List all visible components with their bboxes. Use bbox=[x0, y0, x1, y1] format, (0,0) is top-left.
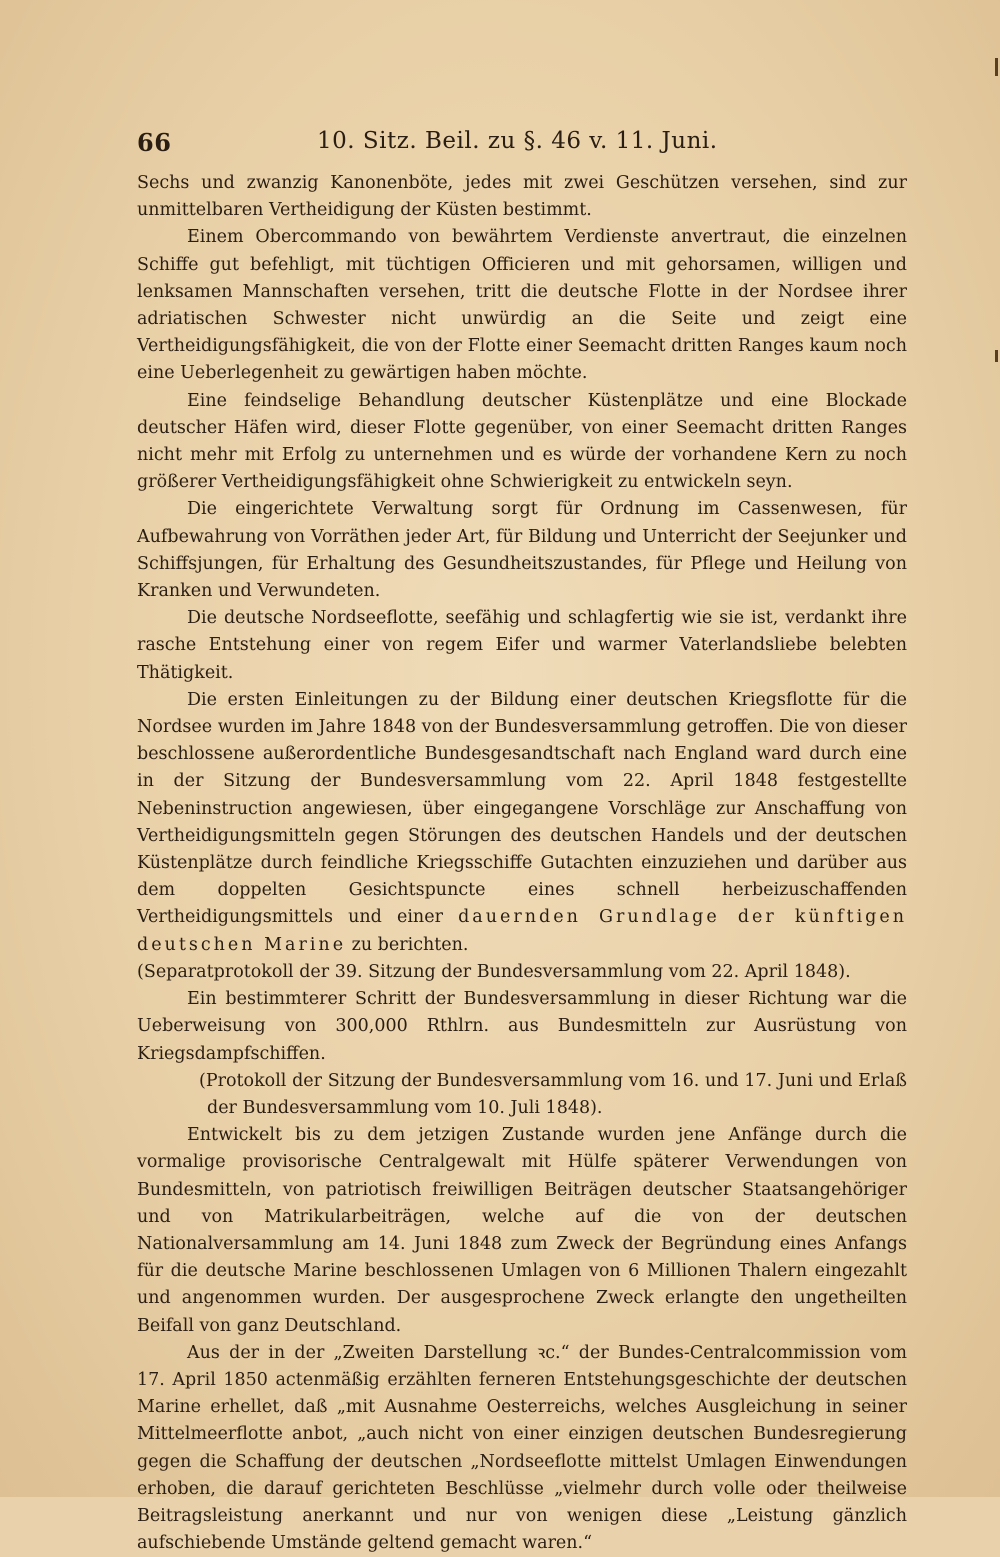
paragraph: Die deutsche Nordseeflotte, seefähig und schlagfertig wie sie ist, verdankt ihre rasche Entstehung einer von regem Eifer und warmer Vaterlandsliebe belebten Thätigkeit. bbox=[137, 608, 907, 683]
paragraph: Aus der in der „Zweiten Darstellung ꝛc.“ der Bundes-Centralcommission vom 17. April 1850 actenmäßig erzählten ferneren Entstehungsgeschichte der deutschen Marine erhellet, daß „mit Ausnahme Oesterreichs, welches Ausgleichung in seiner Mittelmeerflotte anbot, „auch nicht von einer einzigen deutschen Bundesregierung gegen die Schaffung der deutschen „Nordseeflotte mittelst Umlagen Einwendungen erhoben, die darauf gerichteten Beschlüsse „vielmehr durch volle oder theilweise Beitragsleistung anerkannt und nur von wenigen diese „Leistung gänzlich aufschiebende Umstände geltend gemacht waren.“ bbox=[137, 1342, 907, 1554]
paragraph: Eine feindselige Behandlung deutscher Küstenplätze und eine Blockade deutscher Häfen wird, dieser Flotte gegenüber, von einer Seemacht dritten Ranges nicht mehr mit Erfolg zu unternehmen und es würde der vorhandene Kern zu noch größerer Vertheidigungsfähigkeit ohne Schwierigkeit zu entwickeln seyn. bbox=[137, 390, 907, 493]
reference-note: (Separatprotokoll der 39. Sitzung der Bundesversammlung vom 22. April 1848). bbox=[137, 961, 851, 982]
paragraph: Sechs und zwanzig Kanonenböte, jedes mit zwei Geschützen versehen, sind zur unmittelbaren Vertheidigung der Küsten bestimmt. bbox=[137, 173, 907, 221]
paragraph: Entwickelt bis zu dem jetzigen Zustande wurden jene Anfänge durch die vormalige provisorische Centralgewalt mit Hülfe späterer Verwendungen von Bundesmitteln, von patriotisch freiwilligen Beiträgen deutscher Staatsangehöriger und von Matrikularbeiträgen, welche auf die von der deutschen Nationalversammlung am 14. Juni 1848 zum Zweck der Begründung eines Anfangs für die deutsche Marine beschlossenen Umlagen von 6 Millionen Thalern eingezahlt und angenommen wurden. Der ausgesprochene Zweck erlangte den ungetheilten Beifall von ganz Deutschland. bbox=[137, 1125, 907, 1336]
paragraph: Die eingerichtete Verwaltung sorgt für Ordnung im Cassenwesen, für Aufbewahrung von Vorräthen jeder Art, für Bildung und Unterricht der Seejunker und Schiffsjungen, für Erhaltung des Gesundheitszustandes, für Pflege und Heilung von Kranken und Verwundeten. bbox=[137, 499, 907, 602]
page-header bbox=[137, 124, 907, 164]
edge-mark bbox=[995, 58, 998, 76]
paragraph: Einem Obercommando von bewährtem Verdienste anvertraut, die einzelnen Schiffe gut befehligt, mit tüchtigen Officieren und mit gehorsamen, willigen und lenksamen Mannschaften versehen, tritt die deutsche Flotte in der Nordsee ihrer adriatischen Schwester nicht unwürdig an die Seite und zeigt eine Vertheidigungsfähigkeit, die von der Flotte einer Seemacht dritten Ranges kaum noch eine Ueberlegenheit zu gewärtigen haben möchte. bbox=[137, 227, 907, 384]
spaced-emphasis: dauernden Grundlage der künftigen deutschen Marine bbox=[137, 907, 907, 955]
paragraph-text: Die ersten Einleitungen zu der Bildung einer deutschen Kriegsflotte für die Nordsee wurden im Jahre 1848 von der Bundesversammlung getroffen. Die von dieser beschlossene außerordentliche Bundesgesandtschaft nach England ward durch eine in der Sitzung der Bundesversammlung vom 22. April 1848 festgestellte Nebeninstruction angewiesen, über eingegangene Vorschläge zur Anschaffung von Vertheidigungsmitteln gegen Störungen des deutschen Handels und der deutschen Küstenplätze durch feindliche Kriegsschiffe Gutachten einzuziehen und darüber aus dem doppelten Gesichtspuncte eines schnell herbeizuschaffenden Vertheidigungsmittels und einer bbox=[137, 689, 907, 928]
page-number: 66 bbox=[137, 128, 172, 157]
running-head: 10. Sitz. Beil. zu §. 46 v. 11. Juni. bbox=[317, 128, 718, 154]
edge-mark bbox=[995, 350, 998, 362]
paragraph: Ein bestimmterer Schritt der Bundesversammlung in dieser Richtung war die Ueberweisung von 300,000 Rthlrn. aus Bundesmitteln zur Ausrüstung von Kriegsdampfschiffen. bbox=[137, 989, 907, 1064]
page-body bbox=[137, 170, 907, 1557]
reference-note: (Protokoll der Sitzung der Bundesversammlung vom 16. und 17. Juni und Erlaß der Bundesversammlung vom 10. Juli 1848). bbox=[199, 1070, 907, 1118]
paragraph-text: zu berichten. bbox=[351, 934, 469, 955]
paragraph bbox=[137, 687, 907, 959]
